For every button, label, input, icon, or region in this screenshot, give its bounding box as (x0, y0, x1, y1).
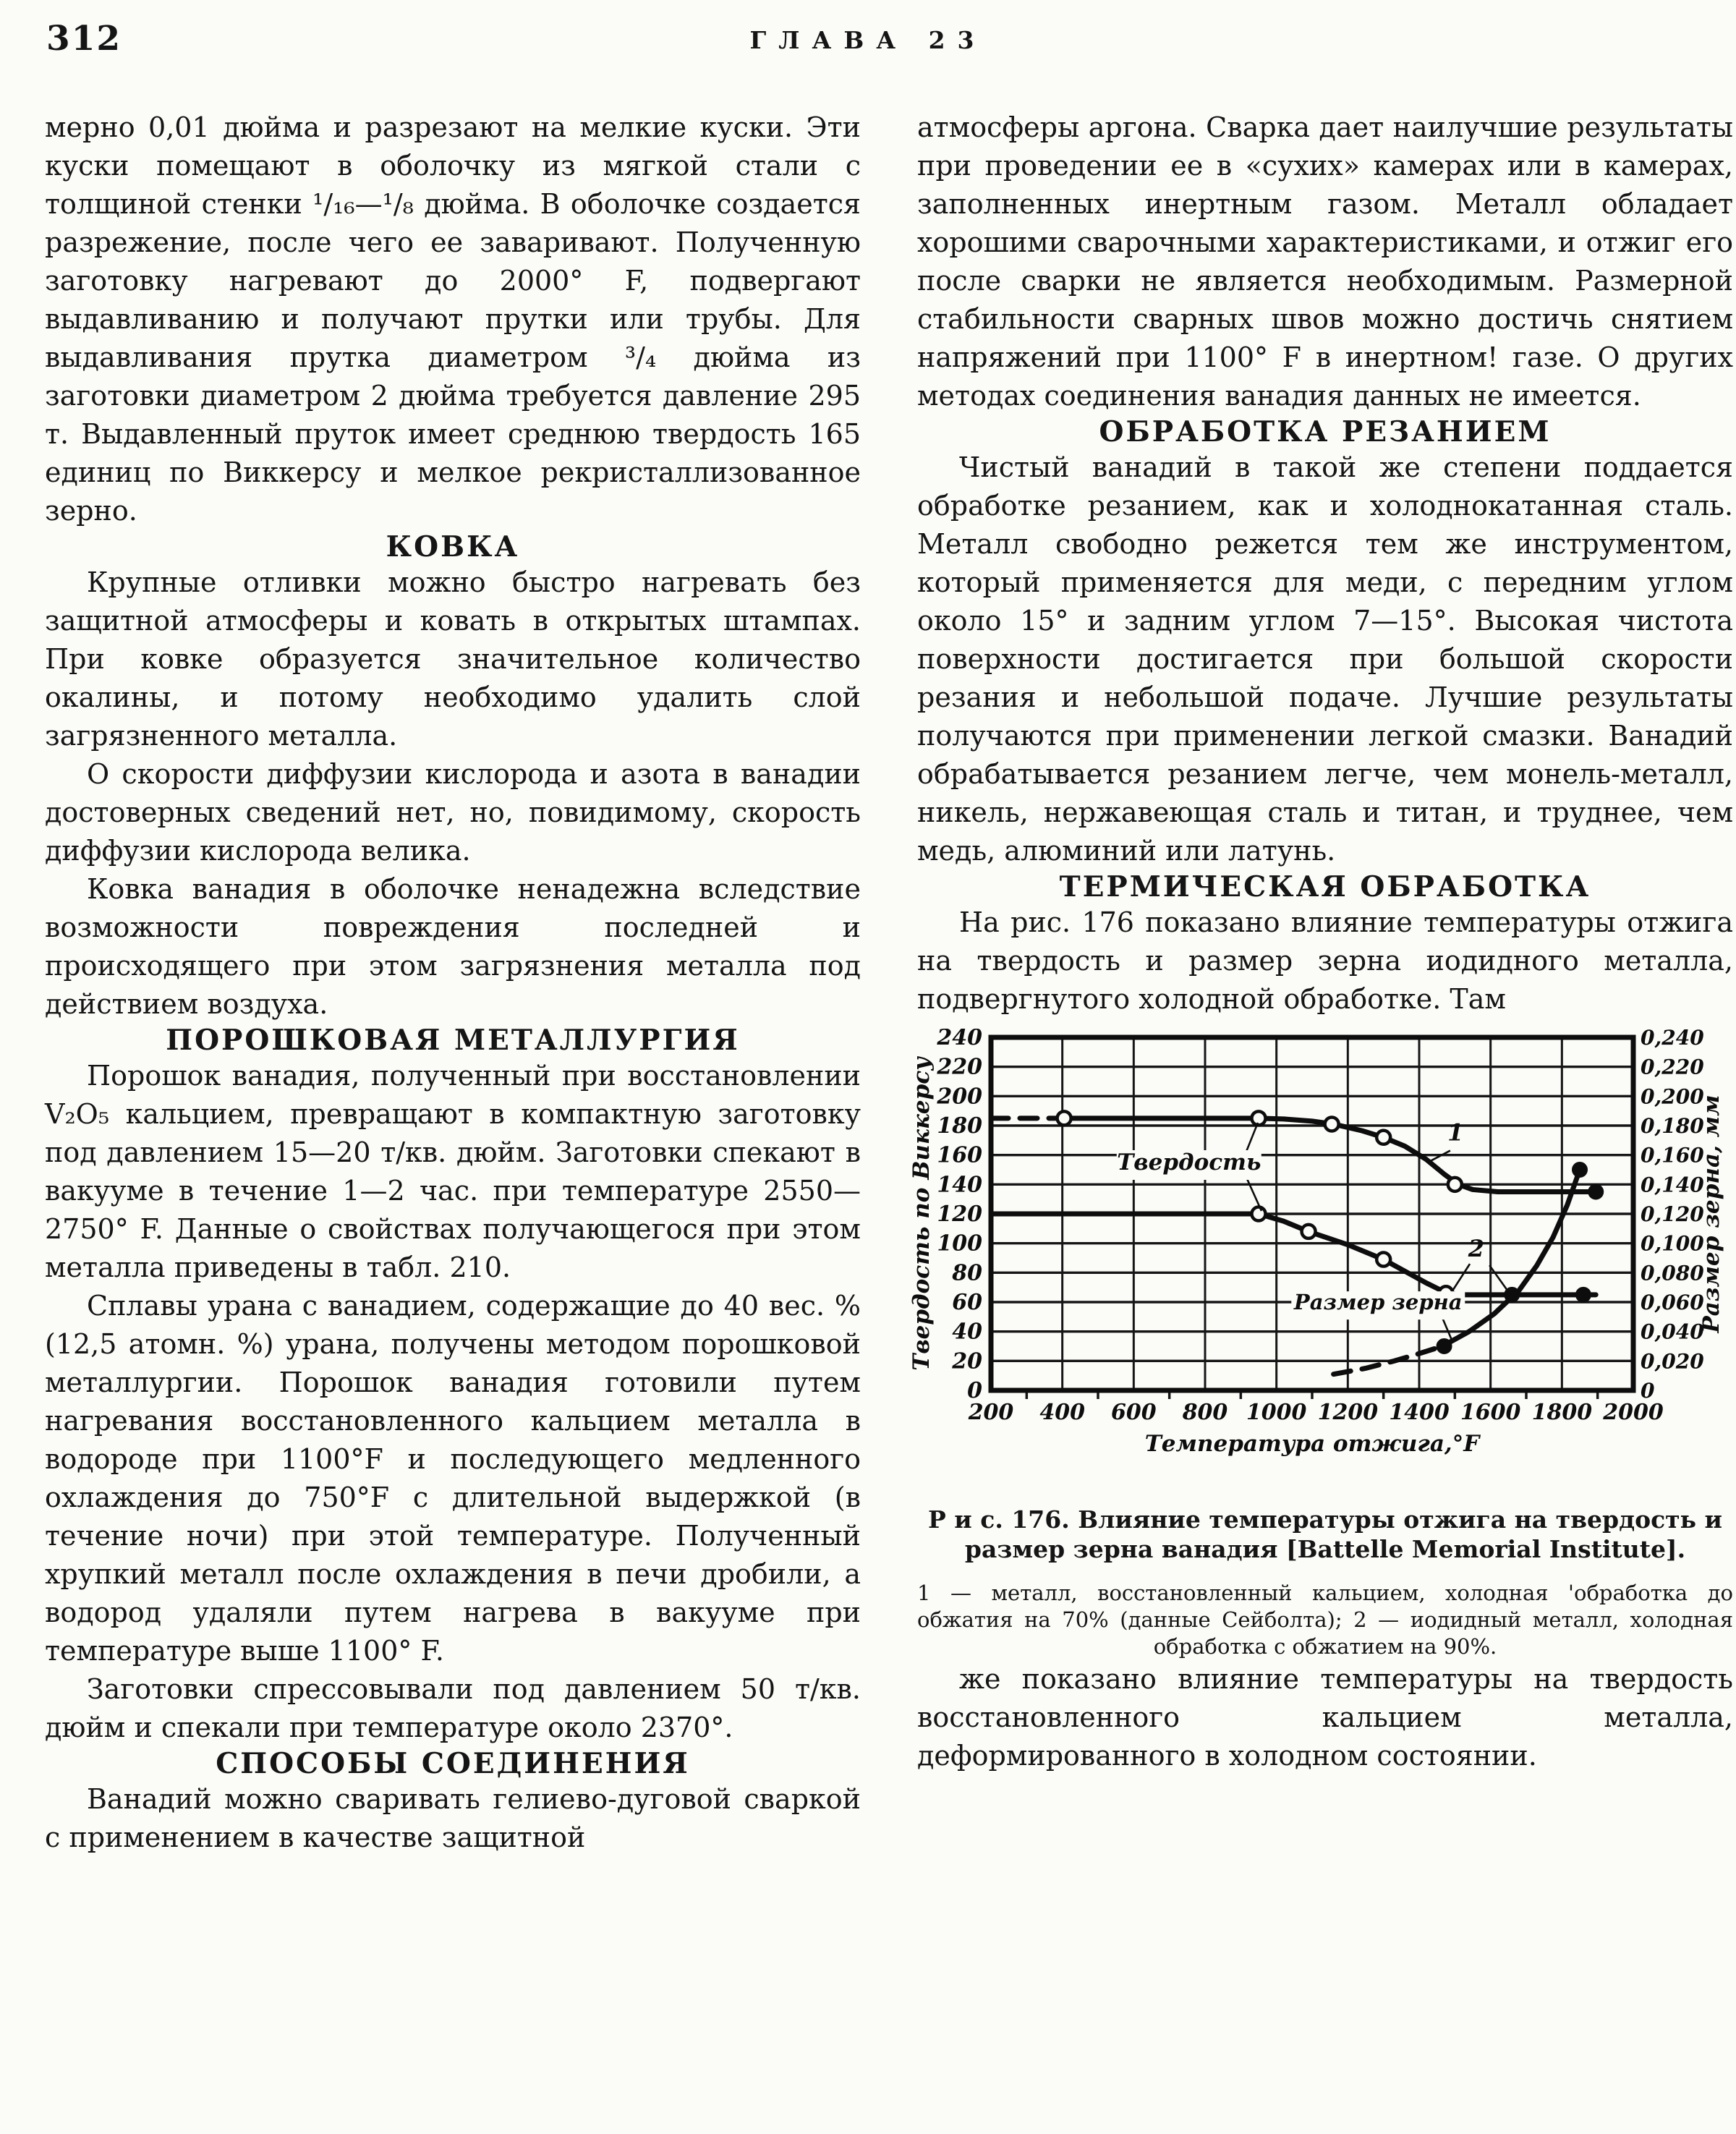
svg-text:220: 220 (937, 1054, 982, 1080)
svg-text:0,100: 0,100 (1641, 1231, 1704, 1256)
svg-text:0,180: 0,180 (1641, 1114, 1704, 1138)
svg-text:400: 400 (1039, 1400, 1085, 1425)
section-heading-forging: КОВКА (386, 530, 520, 564)
svg-text:240: 240 (937, 1029, 982, 1050)
paragraph: атмосферы аргона. Сварка дает наилучшие результаты при проведении ее в «сухих» камерах или в камерах, заполненных инертным газом. Металл обладает хорошими сварочными характеристиками, и отжиг его после сварки не является необходимым. Размерной стабильности сварных швов можно достичь снятием напряжений при 1100° F в инертном! газе. О других методах соединения ванадия данных не имеется. (917, 111, 1733, 412)
svg-text:80: 80 (952, 1260, 982, 1286)
left-column (45, 109, 861, 1857)
svg-text:20: 20 (952, 1348, 982, 1374)
paragraph: Порошок ванадия, полученный при восстановлении V₂O₅ кальцием, превращают в компактную заготовку под давлением 15—20 т/кв. дюйм. Заготовки спекают в вакууме в течение 1—2 час. при температуре 2550—2750° F. Данные о свойствах получающегося при этом металла приведены в табл. 210. (45, 1060, 861, 1283)
paragraph: Крупные отливки можно быстро нагревать без защитной атмосферы и ковать в открытых штампах. При ковке образуется значительное количество окалины, и потому необходимо удалить слой загрязненного металла. (45, 566, 861, 752)
figure-caption-line2: размер зерна ванадия [Battelle Memorial Institute]. (964, 1535, 1686, 1563)
svg-text:100: 100 (937, 1230, 982, 1257)
svg-text:1400: 1400 (1389, 1400, 1450, 1425)
svg-text:2: 2 (1468, 1234, 1485, 1262)
svg-text:60: 60 (952, 1290, 982, 1315)
paragraph: Ковка ванадия в оболочке ненадежна вследствие возможности повреждения последней и происходящего при этом загрязнения металла под действием воздуха. (45, 873, 861, 1020)
svg-text:Размер зерна, мм: Размер зерна, мм (1698, 1094, 1724, 1333)
section-heading-machining: ОБРАБОТКА РЕЗАНИЕМ (1099, 415, 1552, 449)
svg-text:1000: 1000 (1246, 1400, 1307, 1425)
svg-text:200: 200 (937, 1084, 982, 1110)
section-heading-heat-treatment: ТЕРМИЧЕСКАЯ ОБРАБОТКА (1059, 870, 1591, 904)
annealing-hardness-grain-chart (910, 1029, 1735, 1492)
paragraph: На рис. 176 показано влияние температуры отжига на твердость и размер зерна иодидного металла, подвергнутого холодной обработке. Там (917, 906, 1733, 1015)
figure-caption (917, 1505, 1733, 1564)
svg-text:160: 160 (937, 1142, 982, 1168)
paragraph: же показано влияние температуры на твердость восстановленного кальцием металла, деформированного в холодном состоянии. (917, 1663, 1733, 1772)
svg-text:1200: 1200 (1317, 1400, 1379, 1425)
running-header: ГЛАВА 23 (749, 26, 987, 54)
svg-text:Твердость: Твердость (1117, 1149, 1261, 1176)
paragraph: Заготовки спрессовывали под давлением 50 т/кв. дюйм и спекали при температуре около 2370°. (45, 1673, 861, 1743)
svg-text:0: 0 (1641, 1379, 1655, 1403)
paragraph: Сплавы урана с ванадием, содержащие до 40 вес. % (12,5 атомн. %) урана, получены методом порошковой металлургии. Порошок ванадия готовили путем нагревания восстановленного кальцием металла в водороде при 1100°F и последующего медленного охлаждения до 750°F с длительной выдержкой (в течение ночи) при этой температуре. Полученный хрупкий металл после охлаждения в печи дробили, а водород удаляли путем нагрева в вакууме при температуре выше 1100° F. (45, 1290, 861, 1667)
section-heading-powder-metallurgy: ПОРОШКОВАЯ МЕТАЛЛУРГИЯ (166, 1024, 740, 1057)
svg-text:1600: 1600 (1460, 1400, 1521, 1425)
figure-caption-line1: Р и с. 176. Влияние температуры отжига на твердость и (928, 1505, 1722, 1534)
svg-text:Размер зерна: Размер зерна (1293, 1290, 1463, 1315)
svg-text:0,040: 0,040 (1641, 1319, 1704, 1344)
right-column (910, 109, 1733, 1775)
svg-text:1800: 1800 (1531, 1400, 1593, 1425)
paragraph: мерно 0,01 дюйма и разрезают на мелкие куски. Эти куски помещают в оболочку из мягкой стали с толщиной стенки ¹/₁₆—¹/₈ дюйма. В оболочке создается разрежение, после чего ее заваривают. Полученную заготовку нагревают до 2000° F, подвергают выдавливанию и получают прутки или трубы. Для выдавливания прутка диаметром ³/₄ дюйма из заготовки диаметром 2 дюйма требуется давление 295 т. Выдавленный пруток имеет среднюю твердость 165 единиц по Виккерсу и мелкое рекристаллизованное зерно. (45, 111, 861, 527)
figure-footnote: 1 — металл, восстановленный кальцием, холодная 'обработка до обжатия на 70% (данные Сейболта); 2 — иодидный металл, холодная обработка с обжатием на 90%. (917, 1581, 1733, 1659)
svg-text:0,060: 0,060 (1641, 1291, 1704, 1314)
paragraph: Чистый ванадий в такой же степени поддается обработке резанием, как и холоднокатанная сталь. Металл свободно режется тем же инструментом, который применяется для меди, с передним углом около 15° и задним углом 7—15°. Высокая чистота поверхности достигается при большой скорости резания и небольшой подаче. Лучшие результаты получаются при применении легкой смазки. Ванадий обрабатывается резанием легче, чем монель-металл, никель, нержавеющая сталь и титан, и труднее, чем медь, алюминий или латунь. (917, 451, 1733, 867)
svg-text:0,020: 0,020 (1641, 1349, 1704, 1374)
figure-chart (910, 1029, 1735, 1495)
svg-text:1: 1 (1447, 1118, 1464, 1147)
svg-text:0: 0 (967, 1378, 982, 1403)
svg-text:0,240: 0,240 (1641, 1029, 1704, 1050)
svg-text:0,200: 0,200 (1641, 1084, 1704, 1109)
svg-text:40: 40 (952, 1319, 982, 1345)
svg-text:0,120: 0,120 (1641, 1202, 1704, 1226)
svg-text:0,080: 0,080 (1641, 1261, 1704, 1285)
svg-text:2000: 2000 (1603, 1400, 1664, 1425)
svg-text:0,220: 0,220 (1641, 1055, 1704, 1079)
svg-text:140: 140 (937, 1172, 982, 1198)
page-number: 312 (46, 19, 122, 59)
svg-text:0,140: 0,140 (1641, 1173, 1704, 1197)
svg-text:800: 800 (1182, 1400, 1228, 1425)
svg-text:200: 200 (968, 1400, 1014, 1425)
paragraph: О скорости диффузии кислорода и азота в ванадии достоверных сведений нет, но, повидимому, скорость диффузии кислорода велика. (45, 758, 861, 867)
svg-text:Температура отжига,°F: Температура отжига,°F (1144, 1431, 1480, 1457)
paragraph: Ванадий можно сваривать гелиево-дуговой сваркой с применением в качестве защитной (45, 1783, 861, 1853)
svg-text:120: 120 (937, 1202, 982, 1227)
svg-text:Твердость по Виккерсу: Твердость по Виккерсу (910, 1057, 935, 1371)
svg-text:180: 180 (937, 1113, 982, 1139)
section-heading-joining: СПОСОБЫ СОЕДИНЕНИЯ (216, 1747, 690, 1780)
svg-text:0,160: 0,160 (1641, 1143, 1704, 1168)
svg-text:600: 600 (1111, 1400, 1157, 1425)
